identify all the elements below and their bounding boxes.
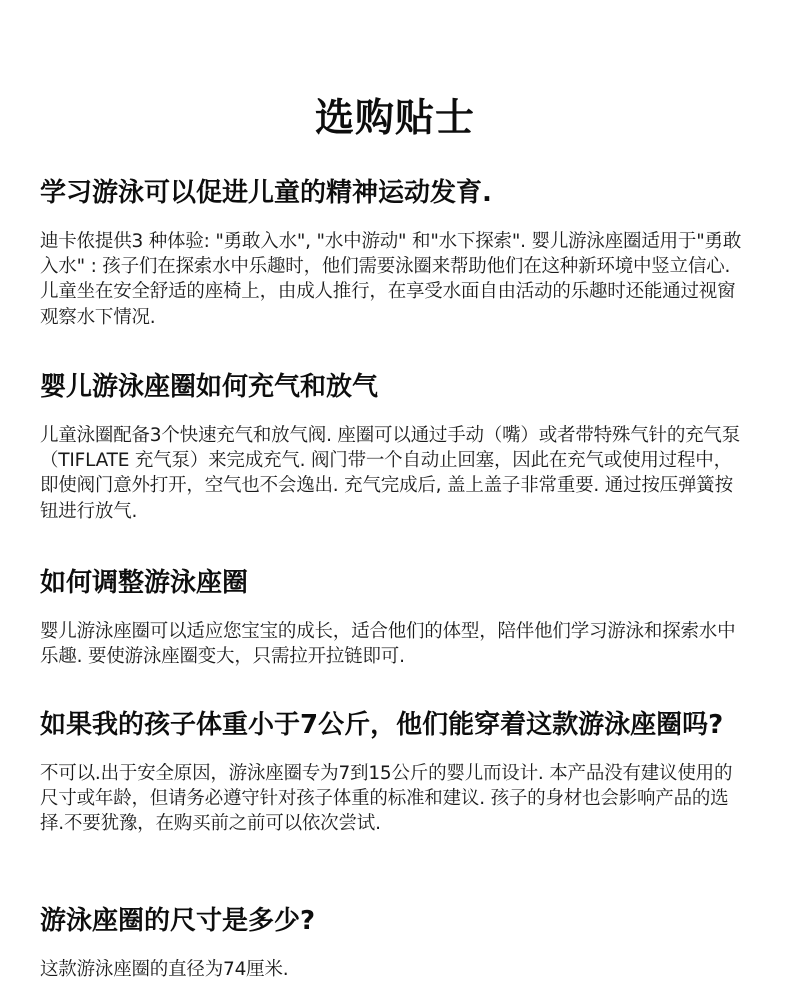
section-body: 迪卡侬提供3 种体验: "勇敢入水", "水中游动" 和"水下探索". 婴儿游泳座圈适用于"勇敢入水" : 孩子们在探索水中乐趣时，他们需要泳圈来帮助他们在这种新环境中竖立信心. 儿童坐在安全舒适的座椅上，由成人推行，在享受水面自由活动的乐趣时还能通过视窗观察水下情况. <box>40 231 742 328</box>
section-body: 儿童泳圈配备3个快速充气和放气阀. 座圈可以通过手动（嘴）或者带特殊气针的充气泵（TIFLATE 充气泵）来完成充气. 阀门带一个自动止回塞，因此在充气或使用过程中，即使阀门意外打开，空气也不会逸出. 充气完成后, 盖上盖子非常重要. 通过按压弹簧按钮进行放气. <box>40 425 741 522</box>
section-weight <box>40 711 750 837</box>
section-psychomotor <box>40 179 750 330</box>
section-heading: 如何调整游泳座圈 <box>40 568 249 598</box>
section-body: 婴儿游泳座圈可以适应您宝宝的成长，适合他们的体型，陪伴他们学习游泳和探索水中乐趣. 要使游泳座圈变大，只需拉开拉链即可. <box>40 621 736 668</box>
section-heading: 如果我的孩子体重小于7公斤，他们能穿着这款游泳座圈吗? <box>40 710 724 740</box>
page-title: 选购贴士 <box>314 96 475 141</box>
section-heading: 游泳座圈的尺寸是多少? <box>40 906 316 936</box>
section-size <box>40 907 750 982</box>
section-inflate-deflate <box>40 373 750 524</box>
section-body: 不可以.出于安全原因，游泳座圈专为7到15公斤的婴儿而设计. 本产品没有建议使用的尺寸或年龄，但请务必遵守针对孩子体重的标准和建议. 孩子的身材也会影响产品的选择.不要犹豫，在购买前之前可以依次尝试. <box>40 763 733 835</box>
section-body: 这款游泳座圈的直径为74厘米. <box>40 959 289 980</box>
section-heading: 学习游泳可以促进儿童的精神运动发育. <box>40 178 492 208</box>
section-heading: 婴儿游泳座圈如何充气和放气 <box>40 372 379 402</box>
section-adjust <box>40 569 750 669</box>
